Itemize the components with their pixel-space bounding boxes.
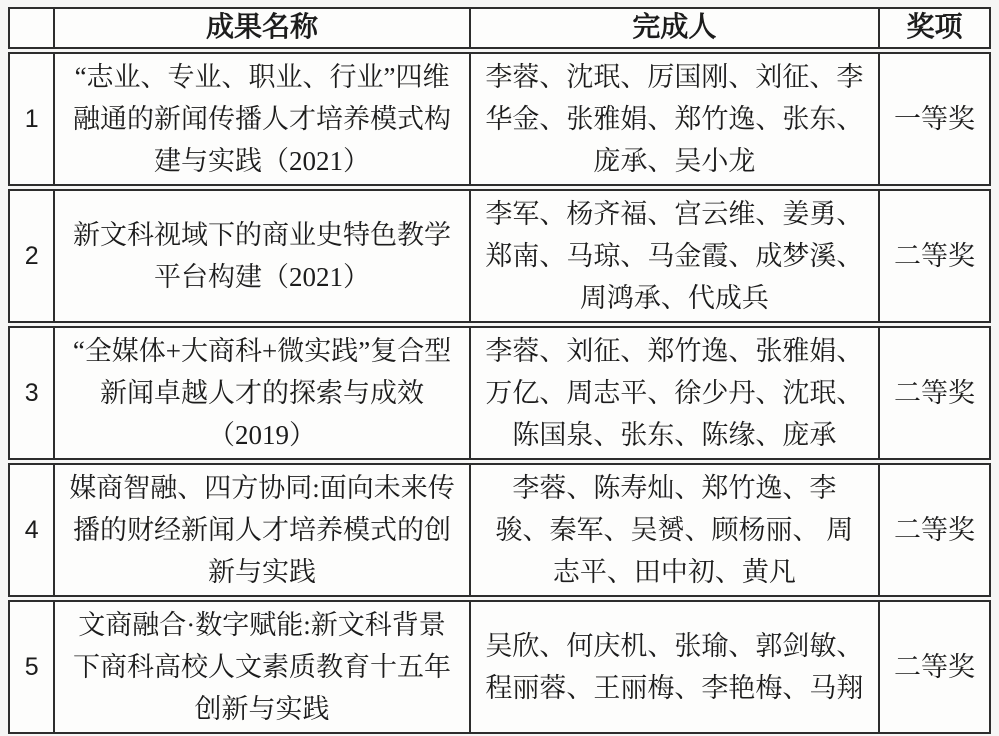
award-level: 二等奖	[878, 463, 991, 597]
table-row	[8, 326, 991, 460]
row-index: 2	[8, 189, 53, 323]
contributors: 李蓉、刘征、郑竹逸、张雅娟、万亿、周志平、徐少丹、沈珉、陈国泉、张东、陈缘、庞承	[469, 326, 878, 460]
achievement-name: “全媒体+大商科+微实践”复合型新闻卓越人才的探索与成效（2019）	[53, 326, 468, 460]
contributors: 吴欣、何庆机、张瑜、郭剑敏、程丽蓉、王丽梅、李艳梅、马翔	[469, 600, 878, 734]
contributors: 李蓉、陈寿灿、郑竹逸、李 骏、秦军、吴赟、顾杨丽、 周志平、田中初、黄凡	[469, 463, 878, 597]
col-header-award: 奖项	[878, 7, 991, 49]
award-level: 二等奖	[878, 600, 991, 734]
award-level: 二等奖	[878, 326, 991, 460]
col-header-index	[8, 7, 53, 49]
contributors: 李蓉、沈珉、厉国刚、刘征、李华金、张雅娟、郑竹逸、张东、庞承、吴小龙	[469, 52, 878, 186]
row-index: 5	[8, 600, 53, 734]
awards-table	[8, 4, 991, 736]
table-row	[8, 463, 991, 597]
contributors: 李军、杨齐福、宫云维、姜勇、郑南、马琼、马金霞、成梦溪、周鸿承、代成兵	[469, 189, 878, 323]
row-index: 1	[8, 52, 53, 186]
achievement-name: 媒商智融、四方协同:面向未来传播的财经新闻人才培养模式的创新与实践	[53, 463, 468, 597]
row-index: 3	[8, 326, 53, 460]
table-row	[8, 189, 991, 323]
achievement-name: “志业、专业、职业、行业”四维融通的新闻传播人才培养模式构建与实践（2021）	[53, 52, 468, 186]
header-row	[8, 7, 991, 49]
award-level: 二等奖	[878, 189, 991, 323]
achievement-name: 文商融合·数字赋能:新文科背景下商科高校人文素质教育十五年创新与实践	[53, 600, 468, 734]
col-header-people: 完成人	[469, 7, 878, 49]
table-row	[8, 600, 991, 734]
col-header-name: 成果名称	[53, 7, 468, 49]
award-level: 一等奖	[878, 52, 991, 186]
row-index: 4	[8, 463, 53, 597]
achievement-name: 新文科视域下的商业史特色教学平台构建（2021）	[53, 189, 468, 323]
table-row	[8, 52, 991, 186]
